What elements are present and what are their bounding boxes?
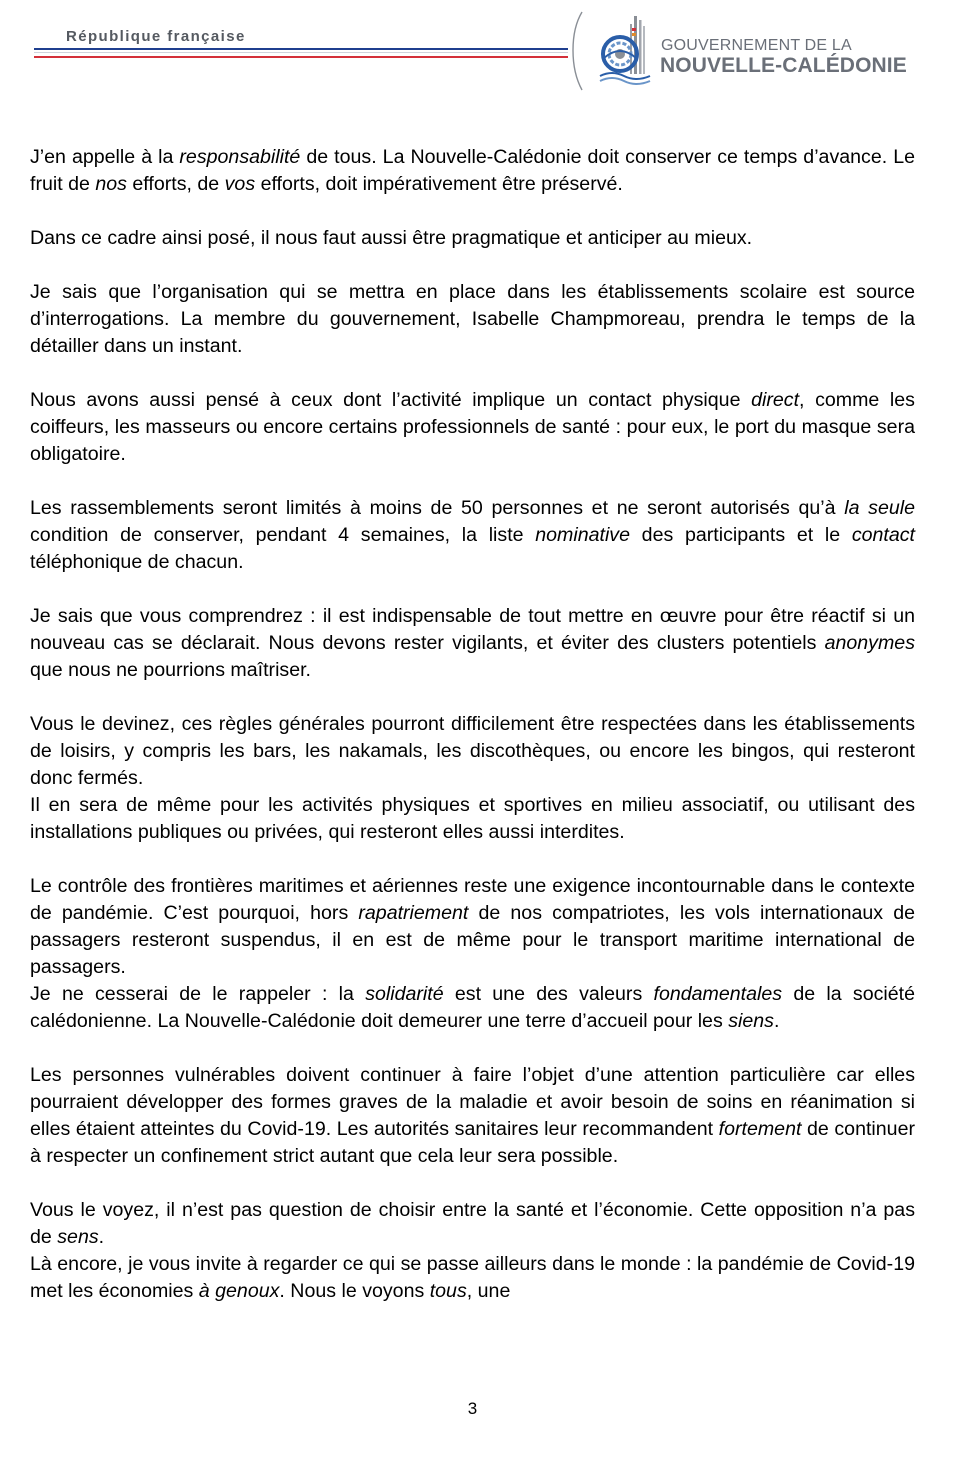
text-run: Dans ce cadre ainsi posé, il nous faut aussi être pragmatique et anticiper au mieux. [30, 227, 753, 249]
text-run: . Nous le voyons [279, 1280, 430, 1302]
gov-title-line1: GOUVERNEMENT DE LA [661, 37, 852, 54]
emphasis-text: solidarité [365, 983, 444, 1005]
paragraph [30, 711, 915, 792]
text-run: Il en sera de même pour les activités physiques et sportives en milieu associatif, ou utilisant des installations publiques ou privées, qui resteront elles aussi interdites. [30, 794, 915, 843]
paragraph [30, 387, 915, 468]
emphasis-text: à genoux [198, 1280, 280, 1302]
nouvelle-caledonie-emblem-icon [596, 14, 656, 86]
text-run: Je sais que vous comprendrez : il est indispensable de tout mettre en œuvre pour être réactif si un nouveau cas se déclarait. Nous devons rester vigilants, et éviter des clusters potentiels [30, 605, 915, 654]
emphasis-text: fondamentales [653, 983, 783, 1005]
text-run: , comme les coiffeurs, les masseurs ou encore certains professionnels de santé : pour eux, le port du masque sera obligatoire. [30, 389, 915, 465]
text-run: condition de conserver, pendant 4 semaines, la liste [30, 524, 536, 546]
text-run: . [98, 1226, 105, 1248]
paragraph [30, 1251, 915, 1305]
text-run: de continuer à respecter un confinement strict autant que cela leur sera possible. [30, 1118, 915, 1167]
document-body [30, 144, 915, 1332]
emphasis-text: siens [728, 1010, 774, 1032]
gov-title-line2: NOUVELLE-CALÉDONIE [660, 54, 907, 77]
text-run: Là encore, je vous invite à regarder ce qui se passe ailleurs dans le monde : la pandémie de Covid-19 met les économies [30, 1253, 915, 1302]
republic-label: République française [66, 28, 246, 45]
text-run: Nous avons aussi pensé à ceux dont l’activité implique un contact physique [30, 389, 752, 411]
emphasis-text: sens [57, 1226, 99, 1248]
emphasis-text: vos [224, 173, 256, 195]
tricolor-rule [34, 48, 568, 56]
paragraph [30, 495, 915, 576]
emphasis-text: la seule [844, 497, 915, 519]
text-run: téléphonique de chacun. [30, 551, 244, 573]
paragraph [30, 225, 915, 252]
emphasis-text: nominative [535, 524, 630, 546]
text-run: Je sais que l’organisation qui se mettra en place dans les établissements scolaire est source d’interrogations. La membre du gouvernement, Isabelle Champmoreau, prendra le temps de la détailler dans un instant. [30, 281, 915, 357]
emphasis-text: tous [429, 1280, 467, 1302]
text-run: Vous le devinez, ces règles générales pourront difficilement être respectées dans les établissements de loisirs, y compris les bars, les nakamals, les discothèques, ou encore les bingos, qui resteront donc fermés. [30, 713, 915, 789]
text-run: des participants et le [630, 524, 852, 546]
paragraph [30, 279, 915, 360]
text-run: Vous le voyez, il n’est pas question de choisir entre la santé et l’économie. Cette opposition n’a pas de [30, 1199, 915, 1248]
emphasis-text: responsabilité [179, 146, 301, 168]
text-run: de nos compatriotes, les vols internationaux de passagers resteront suspendus, il en est de même pour le transport maritime international de passagers. [30, 902, 915, 978]
text-run: de tous. La Nouvelle-Calédonie doit conserver ce temps d’avance. Le fruit de [30, 146, 916, 195]
emphasis-text: nos [95, 173, 127, 195]
paragraph [30, 1062, 915, 1170]
emphasis-text: fortement [718, 1118, 802, 1140]
text-run: J’en appelle à la [30, 146, 180, 168]
text-run: de la société calédonienne. La Nouvelle-Calédonie doit demeurer une terre d’accueil pour les [30, 983, 915, 1032]
emphasis-text: rapatriement [358, 902, 469, 924]
text-run: Les rassemblements seront limités à moins de 50 personnes et ne seront autorisés qu’à [30, 497, 845, 519]
paragraph [30, 873, 915, 981]
emphasis-text: direct [751, 389, 800, 411]
paragraph [30, 981, 915, 1035]
text-run: . [773, 1010, 780, 1032]
page-number: 3 [467, 1399, 478, 1418]
text-run: efforts, doit impérativement être préservé. [255, 173, 623, 195]
text-run: que nous ne pourrions maîtriser. [30, 659, 311, 681]
paragraph [30, 792, 915, 846]
text-run: Le contrôle des frontières maritimes et aériennes reste une exigence incontournable dans le contexte de pandémie. C’est pourquoi, hors [30, 875, 915, 924]
header-divider-curve [568, 10, 590, 92]
text-run: Je ne cesserai de le rappeler : la [30, 983, 366, 1005]
text-run: efforts, de [126, 173, 225, 195]
text-run: est une des valeurs [443, 983, 654, 1005]
paragraph [30, 1197, 915, 1251]
text-run: , une [466, 1280, 511, 1302]
text-run: Les personnes vulnérables doivent continuer à faire l’objet d’une attention particulière car elles pourraient développer des formes graves de la maladie et avoir besoin de soins en réanimation si elles étaient atteintes du Covid-19. Les autorités sanitaires leur recommandent [30, 1064, 915, 1140]
paragraph [30, 603, 915, 684]
emphasis-text: contact [851, 524, 915, 546]
page-header [0, 0, 980, 110]
emphasis-text: anonymes [824, 632, 915, 654]
paragraph [30, 144, 915, 198]
